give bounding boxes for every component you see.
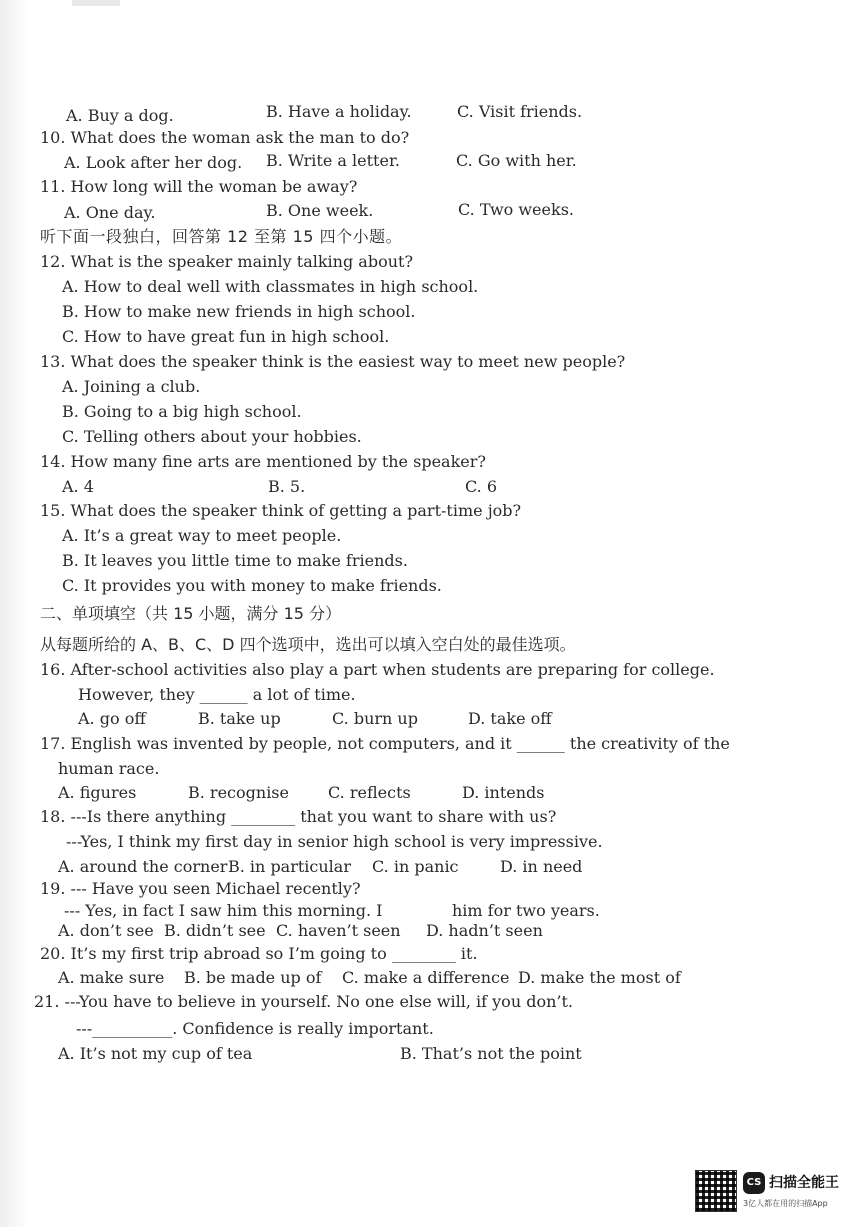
q19-stem-line2: --- Yes, in fact I saw him this morning. I xyxy=(64,901,383,920)
q11-stem: 11. How long will the woman be away? xyxy=(40,177,358,196)
q20-option-b: B. be made up of xyxy=(184,968,322,987)
q15-option-c: C. It provides you with money to make friends. xyxy=(62,576,442,595)
q19-option-a: A. don’t see xyxy=(58,921,154,940)
q18-option-b: B. in particular xyxy=(228,857,351,876)
scanner-app-name: 扫描全能王 xyxy=(769,1175,839,1191)
q17-option-b: B. recognise xyxy=(188,783,289,802)
q13-option-a: A. Joining a club. xyxy=(62,377,201,396)
q10-option-c: C. Go with her. xyxy=(456,151,577,170)
q15-stem: 15. What does the speaker think of getting a part-time job? xyxy=(40,501,522,520)
q9-option-c: C. Visit friends. xyxy=(457,102,583,121)
q16-option-b: B. take up xyxy=(198,709,281,728)
q14-option-b: B. 5. xyxy=(268,477,306,496)
q18-option-c: C. in panic xyxy=(372,857,459,876)
q16-option-a: A. go off xyxy=(78,709,146,728)
qr-code-icon xyxy=(695,1170,737,1212)
q19-option-d: D. hadn’t seen xyxy=(426,921,543,940)
q19-stem-line2-end: him for two years. xyxy=(452,901,600,920)
q21-option-a: A. It’s not my cup of tea xyxy=(58,1044,253,1063)
q20-stem: 20. It’s my first trip abroad so I’m going to ________ it. xyxy=(40,944,478,963)
q17-option-c: C. reflects xyxy=(328,783,411,802)
q9-option-b: B. Have a holiday. xyxy=(266,102,412,121)
section2-title: 二、单项填空（共 15 小题，满分 15 分） xyxy=(40,604,342,623)
q16-stem-line1: 16. After-school activities also play a part when students are preparing for college. xyxy=(40,660,715,679)
q14-stem: 14. How many fine arts are mentioned by the speaker? xyxy=(40,452,486,471)
q10-stem: 10. What does the woman ask the man to do? xyxy=(40,128,410,147)
q20-option-d: D. make the most of xyxy=(518,968,681,987)
q15-option-b: B. It leaves you little time to make friends. xyxy=(62,551,408,570)
q12-stem: 12. What is the speaker mainly talking about? xyxy=(40,252,414,271)
q11-option-c: C. Two weeks. xyxy=(458,200,574,219)
q10-option-b: B. Write a letter. xyxy=(266,151,400,170)
q17-stem-line1: 17. English was invented by people, not computers, and it ______ the creativity of the xyxy=(40,734,730,753)
q18-option-d: D. in need xyxy=(500,857,583,876)
section2-instruction: 从每题所给的 A、B、C、D 四个选项中，选出可以填入空白处的最佳选项。 xyxy=(40,635,576,654)
camscanner-logo-icon: CS xyxy=(743,1172,765,1194)
q20-option-c: C. make a difference xyxy=(342,968,510,987)
q11-option-a: A. One day. xyxy=(64,203,156,222)
q13-option-c: C. Telling others about your hobbies. xyxy=(62,427,362,446)
scanner-tagline: 3亿人都在用的扫描App xyxy=(743,1199,828,1208)
q13-stem: 13. What does the speaker think is the easiest way to meet new people? xyxy=(40,352,626,371)
q19-option-c: C. haven’t seen xyxy=(276,921,401,940)
q18-stem-line2: ---Yes, I think my first day in senior high school is very impressive. xyxy=(66,832,603,851)
monologue-instruction: 听下面一段独白，回答第 12 至第 15 四个小题。 xyxy=(40,227,403,246)
q12-option-b: B. How to make new friends in high school. xyxy=(62,302,416,321)
q16-stem-line2: However, they ______ a lot of time. xyxy=(78,685,356,704)
q10-option-a: A. Look after her dog. xyxy=(64,153,243,172)
q14-option-a: A. 4 xyxy=(62,477,94,496)
q17-stem-line2: human race. xyxy=(58,759,160,778)
q14-option-c: C. 6 xyxy=(465,477,498,496)
q9-option-a: A. Buy a dog. xyxy=(66,106,174,125)
q16-option-d: D. take off xyxy=(468,709,552,728)
q21-stem-line2: ---__________. Confidence is really important. xyxy=(76,1019,434,1038)
q21-option-b: B. That’s not the point xyxy=(400,1044,582,1063)
scan-edge-shadow xyxy=(0,0,28,1227)
q17-option-a: A. figures xyxy=(58,783,137,802)
q19-stem-line1: 19. --- Have you seen Michael recently? xyxy=(40,879,361,898)
q18-option-a: A. around the corner xyxy=(58,857,228,876)
q15-option-a: A. It’s a great way to meet people. xyxy=(62,526,342,545)
q19-option-b: B. didn’t see xyxy=(164,921,266,940)
q20-option-a: A. make sure xyxy=(58,968,165,987)
q12-option-c: C. How to have great fun in high school. xyxy=(62,327,390,346)
q21-stem-line1: 21. ---You have to believe in yourself. No one else will, if you don’t. xyxy=(34,992,573,1011)
q18-stem-line1: 18. ---Is there anything ________ that you want to share with us? xyxy=(40,807,557,826)
q12-option-a: A. How to deal well with classmates in high school. xyxy=(62,277,479,296)
scanner-watermark xyxy=(695,1170,855,1216)
q13-option-b: B. Going to a big high school. xyxy=(62,402,302,421)
q17-option-d: D. intends xyxy=(462,783,545,802)
q11-option-b: B. One week. xyxy=(266,201,374,220)
q16-option-c: C. burn up xyxy=(332,709,418,728)
scan-top-mark xyxy=(72,0,120,6)
